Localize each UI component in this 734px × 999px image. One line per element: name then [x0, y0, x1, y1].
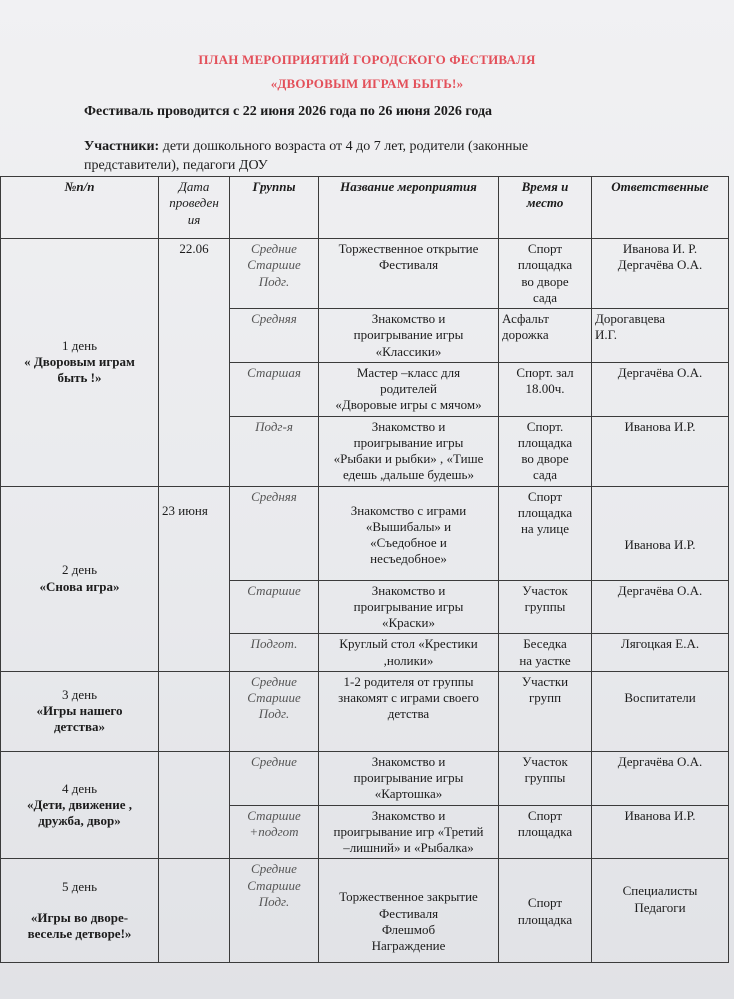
event-cell: Торжественное закрытие Фестиваля Флешмоб Награждение	[319, 859, 499, 963]
place-cell: Спорт площадка на улице	[499, 486, 592, 580]
day-number: 4 день	[61, 780, 98, 796]
group-cell: Средние	[230, 751, 319, 805]
participants-line	[84, 139, 528, 155]
responsible-cell: Иванова И.Р.	[592, 486, 729, 580]
event-cell: 1-2 родителя от группы знакомят с играми своего детства	[319, 671, 499, 751]
responsible-cell: Иванова И.Р.	[592, 805, 729, 859]
day-cell	[1, 751, 159, 859]
day-cell	[1, 486, 159, 671]
group-cell: Подгот.	[230, 634, 319, 672]
col-header-number: №п/п	[1, 177, 159, 239]
col-header-event: Название мероприятия	[319, 177, 499, 239]
group-cell: Средние Старшие Подг.	[230, 859, 319, 963]
place-cell: Беседка на уастке	[499, 634, 592, 672]
place-cell: Спорт площадка	[499, 859, 592, 963]
responsible-cell: Дорогавцева И.Г.	[592, 309, 729, 363]
group-cell: Средняя	[230, 309, 319, 363]
participants-label: Участники:	[84, 139, 160, 154]
participants-text: дети дошкольного возраста от 4 до 7 лет, родители (законные	[162, 139, 529, 154]
day-name: «Снова игра»	[39, 578, 120, 594]
responsible-cell: Дергачёва О.А.	[592, 751, 729, 805]
event-cell: Мастер –класс для родителей «Дворовые игры с мячом»	[319, 362, 499, 416]
group-cell: Подг-я	[230, 416, 319, 486]
table-row	[1, 859, 729, 963]
event-cell: Знакомство и проигрывание игры «Рыбаки и рыбки» , «Тише едешь ,дальше будешь»	[319, 416, 499, 486]
responsible-cell: Дергачёва О.А.	[592, 362, 729, 416]
place-cell: Асфальт дорожка	[499, 309, 592, 363]
event-cell: Знакомство и проигрывание игры «Краски»	[319, 580, 499, 634]
table-row	[1, 671, 729, 751]
col-header-date: Дата проведен ия	[159, 177, 230, 239]
day-name: «Дети, движение , дружба, двор»	[26, 796, 133, 829]
group-cell: Старшие	[230, 580, 319, 634]
responsible-cell: Дергачёва О.А.	[592, 580, 729, 634]
event-cell: Знакомство и проигрывание игр «Третий –лишний» и «Рыбалка»	[319, 805, 499, 859]
table-row	[1, 486, 729, 580]
event-cell: Круглый стол «Крестики ,нолики»	[319, 634, 499, 672]
day-number: 2 день	[61, 562, 98, 578]
day-number: 3 день	[61, 686, 98, 702]
responsible-cell: Специалисты Педагоги	[592, 859, 729, 963]
day-name: «Игры во дворе- веселье детворе!»	[27, 909, 132, 941]
place-cell: Спорт площадка во дворе сада	[499, 239, 592, 309]
table-header-row	[1, 177, 729, 239]
place-cell: Участки групп	[499, 671, 592, 751]
responsible-cell: Иванова И.Р.	[592, 416, 729, 486]
day-name: « Дворовым играм быть !»	[24, 354, 135, 386]
place-cell: Участок группы	[499, 751, 592, 805]
col-header-responsible: Ответственные	[592, 177, 729, 239]
date-cell	[159, 751, 230, 859]
col-header-time-place: Время и место	[499, 177, 592, 239]
responsible-cell: Воспитатели	[592, 671, 729, 751]
date-cell	[159, 671, 230, 751]
participants-line-2: представители), педагоги ДОУ	[84, 158, 268, 173]
col-header-groups: Группы	[230, 177, 319, 239]
festival-name: «ДВОРОВЫМ ИГРАМ БЫТЬ!»	[270, 76, 464, 91]
group-cell: Старшие +подгот	[230, 805, 319, 859]
group-cell: Средние Старшие Подг.	[230, 671, 319, 751]
responsible-cell: Лягоцкая Е.А.	[592, 634, 729, 672]
document-title: ПЛАН МЕРОПРИЯТИЙ ГОРОДСКОГО ФЕСТИВАЛЯ	[198, 52, 536, 67]
place-cell: Спорт. зал 18.00ч.	[499, 362, 592, 416]
date-cell	[159, 859, 230, 963]
day-number: 5 день	[61, 879, 98, 895]
day-cell	[1, 671, 159, 751]
event-cell: Знакомство и проигрывание игры «Классики»	[319, 309, 499, 363]
event-cell: Знакомство с играми «Вышибалы» и «Съедобное и несъедобное»	[319, 486, 499, 580]
festival-dates: Фестиваль проводится с 22 июня 2026 года по 26 июня 2026 года	[84, 104, 493, 119]
day-cell	[1, 859, 159, 963]
place-cell: Спорт. площадка во дворе сада	[499, 416, 592, 486]
events-plan-table	[0, 176, 729, 963]
table-row	[1, 751, 729, 805]
day-name: «Игры нашего детства»	[36, 703, 123, 735]
table-row	[1, 239, 729, 309]
event-cell: Знакомство и проигрывание игры «Картошка»	[319, 751, 499, 805]
group-cell: Средняя	[230, 486, 319, 580]
place-cell: Участок группы	[499, 580, 592, 634]
group-cell: Старшая	[230, 362, 319, 416]
day-number: 1 день	[61, 337, 98, 353]
responsible-cell: Иванова И. Р. Дергачёва О.А.	[592, 239, 729, 309]
date-cell: 23 июня	[159, 486, 230, 671]
group-cell: Средние Старшие Подг.	[230, 239, 319, 309]
date-cell: 22.06	[159, 239, 230, 487]
event-cell: Торжественное открытие Фестиваля	[319, 239, 499, 309]
day-cell	[1, 239, 159, 487]
place-cell: Спорт площадка	[499, 805, 592, 859]
